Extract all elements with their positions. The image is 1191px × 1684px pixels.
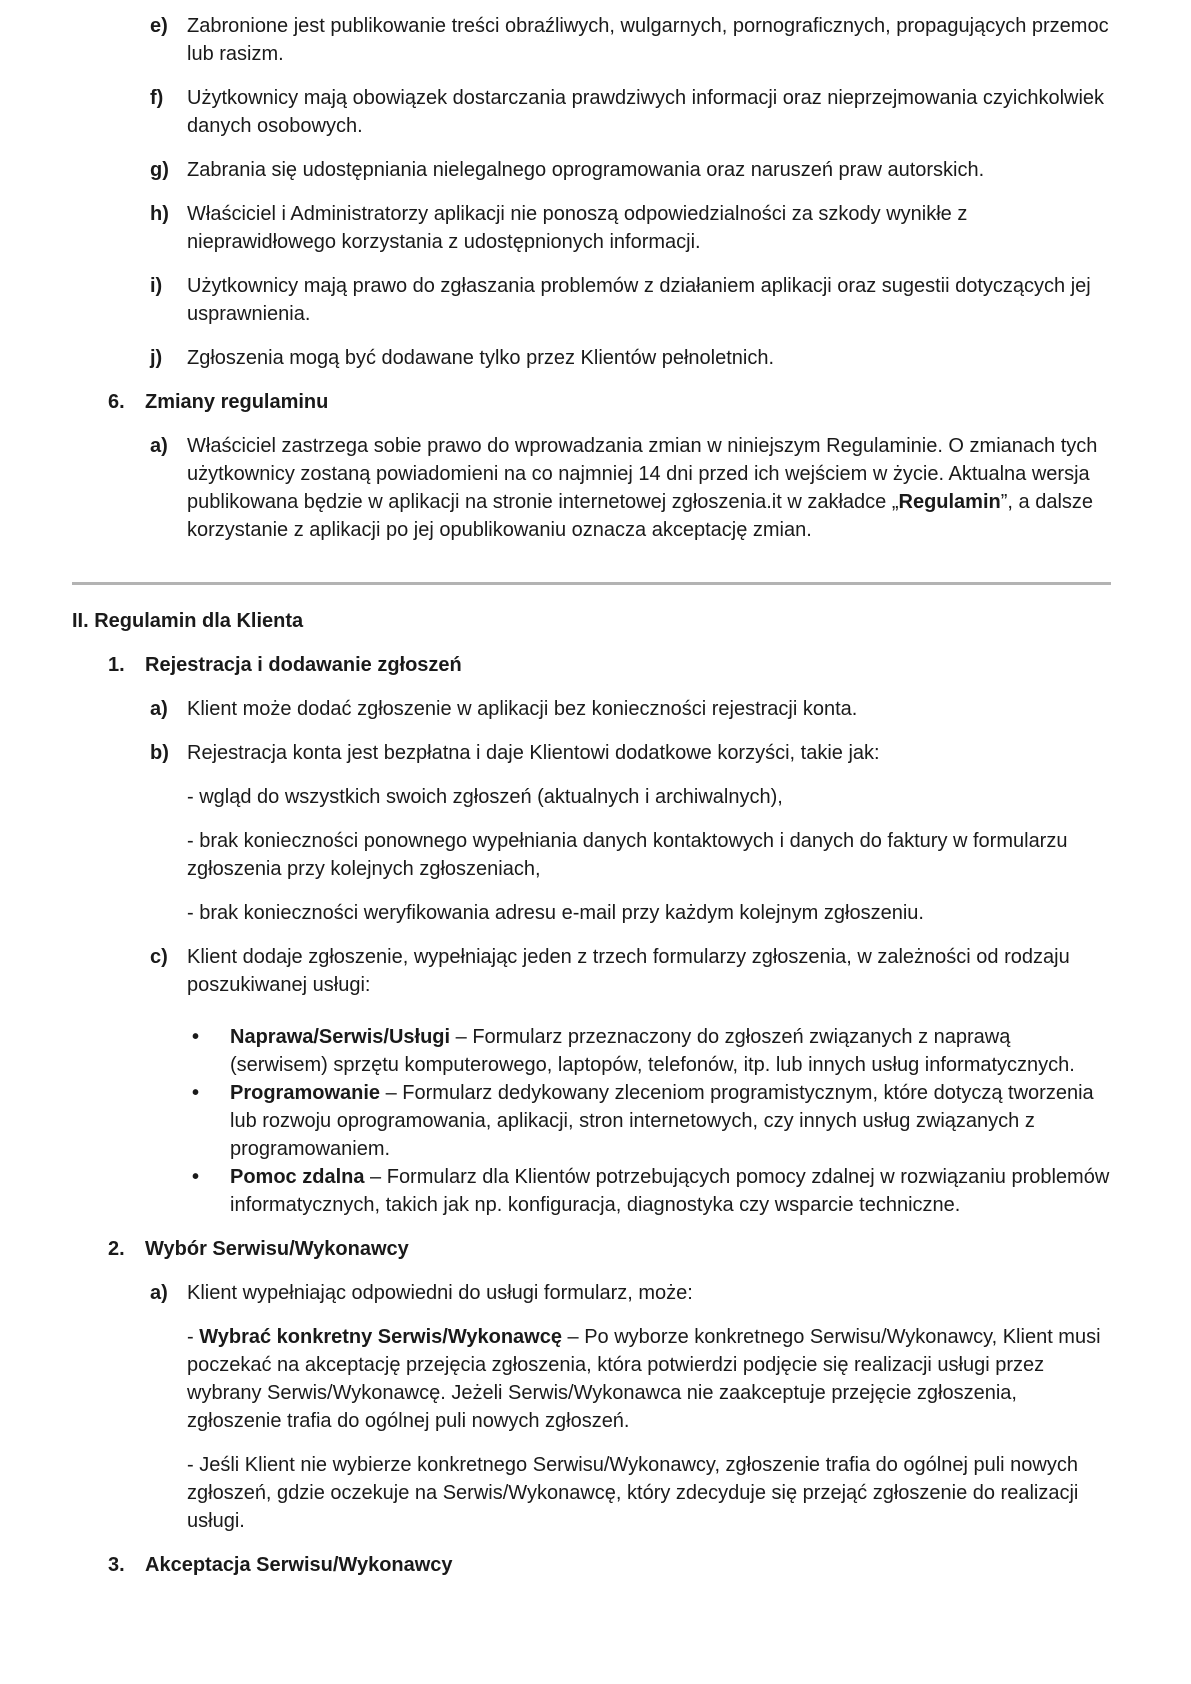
bullet-item	[72, 1163, 1111, 1219]
list-item-g	[72, 156, 1111, 184]
list-marker: f)	[150, 87, 164, 109]
benefit-item: - wgląd do wszystkich swoich zgłoszeń (aktualnych i archiwalnych),	[187, 786, 783, 808]
section-heading-3	[72, 1551, 1111, 1579]
list-text: Klient wypełniając odpowiedni do usługi formularz, może:	[187, 1282, 693, 1304]
benefit-item: - brak konieczności weryfikowania adresu e-mail przy każdym kolejnym zgłoszeniu.	[187, 902, 924, 924]
option-term: Wybrać konkretny Serwis/Wykonawcę	[199, 1326, 562, 1348]
list-text: Klient może dodać zgłoszenie w aplikacji bez konieczności rejestracji konta.	[187, 698, 858, 720]
list-item-h	[72, 200, 1111, 256]
section-heading-1	[72, 651, 1111, 679]
section-title: Akceptacja Serwisu/Wykonawcy	[145, 1554, 453, 1576]
benefit-item: - brak konieczności ponownego wypełniania danych kontaktowych i danych do faktury w formularzu zgłoszenia przy kolejnych zgłoszeniach,	[187, 830, 1068, 880]
list-marker: e)	[150, 15, 168, 37]
list-text: Rejestracja konta jest bezpłatna i daje Klientowi dodatkowe korzyści, takie jak:	[187, 742, 880, 764]
section-number: 2.	[108, 1238, 125, 1260]
bullet-term: Programowanie	[230, 1082, 381, 1104]
form-type-list	[72, 1015, 1111, 1219]
list-marker: c)	[150, 946, 168, 968]
bullet-dot: •	[192, 1082, 200, 1104]
list-text: Klient dodaje zgłoszenie, wypełniając jeden z trzech formularzy zgłoszenia, w zależności od rodzaju poszukiwanej usługi:	[187, 946, 1070, 996]
bullet-text: – Formularz przeznaczony do zgłoszeń związanych z naprawą (serwisem) sprzętu komputerowego, laptopów, telefonów, itp. lub innych usług informatycznych.	[230, 1026, 1075, 1076]
bullet-text: – Formularz dedykowany zleceniom programistycznym, które dotyczą tworzenia lub rozwoju oprogramowania, aplikacji, stron internetowych, czy innych usług związanych z programowaniem.	[230, 1082, 1094, 1160]
option-text: – Po wyborze konkretnego Serwisu/Wykonawcy, Klient musi poczekać na akceptację przejęcia zgłoszenia, która potwierdzi podjęcie się realizacji usługi przez wybrany Serwis/Wykonawcę. Jeżeli Serwis/Wykonawca nie zaakceptuje przejęcie zgłoszenia, zgłoszenie trafia do ogólnej puli nowych zgłoszeń.	[187, 1326, 1101, 1432]
option-prefix: -	[187, 1326, 200, 1348]
list-marker: g)	[150, 159, 169, 181]
option-paragraph	[72, 1323, 1111, 1435]
section-heading-6	[72, 388, 1111, 416]
bullet-term: Naprawa/Serwis/Usługi	[230, 1026, 451, 1048]
section-number: 3.	[108, 1554, 125, 1576]
section-divider	[72, 582, 1111, 585]
list-marker: a)	[150, 1282, 168, 1304]
list-text: Zgłoszenia mogą być dodawane tylko przez Klientów pełnoletnich.	[187, 347, 775, 369]
section-number: 1.	[108, 654, 125, 676]
list-item-1c	[72, 943, 1111, 999]
section-number: 6.	[108, 391, 125, 413]
list-item-e	[72, 12, 1111, 68]
list-text-cont: ”, a dalsze korzystanie z aplikacji po jej opublikowaniu oznacza akceptację zmian.	[187, 491, 1094, 541]
list-marker: j)	[150, 347, 163, 369]
list-marker: h)	[150, 203, 169, 225]
bullet-text: – Formularz dla Klientów potrzebujących pomocy zdalnej w rozwiązaniu problemów informatycznych, takich jak np. konfiguracja, diagnostyka czy wsparcie techniczne.	[230, 1166, 1110, 1216]
list-text: Właściciel i Administratorzy aplikacji nie ponoszą odpowiedzialności za szkody wynikłe z nieprawidłowego korzystania z udostępnionych informacji.	[187, 203, 968, 253]
list-marker: i)	[150, 275, 163, 297]
list-item-j	[72, 344, 1111, 372]
option-paragraph: - Jeśli Klient nie wybierze konkretnego Serwisu/Wykonawcy, zgłoszenie trafia do ogólnej puli nowych zgłoszeń, gdzie oczekuje na Serwis/Wykonawcę, który zdecyduje się przejąć zgłoszenie do realizacji usługi.	[187, 1454, 1079, 1532]
list-item-6a	[72, 432, 1111, 544]
list-item-1b	[72, 739, 1111, 767]
bullet-item	[72, 1023, 1111, 1079]
list-text: Zabronione jest publikowanie treści obraźliwych, wulgarnych, pornograficznych, propagujących przemoc lub rasizm.	[187, 15, 1109, 65]
section-heading-2	[72, 1235, 1111, 1263]
bullet-dot: •	[192, 1026, 200, 1048]
bullet-item	[72, 1079, 1111, 1163]
section-title: Zmiany regulaminu	[145, 391, 329, 413]
list-text: Zabrania się udostępniania nielegalnego oprogramowania oraz naruszeń praw autorskich.	[187, 159, 985, 181]
list-item-1a	[72, 695, 1111, 723]
list-marker: b)	[150, 742, 169, 764]
list-text: Właściciel zastrzega sobie prawo do wprowadzania zmian w niniejszym Regulaminie. O zmianach tych użytkownicy zostaną powiadomieni na co najmniej 14 dni przed ich wejściem w życie. Aktualna wersja publikowana będzie w aplikacji na stronie internetowej zgłoszenia.it w zakładce „	[187, 435, 1098, 513]
list-text: Użytkownicy mają prawo do zgłaszania problemów z działaniem aplikacji oraz sugestii dotyczących jej usprawnienia.	[187, 275, 1091, 325]
bold-term-regulamin: Regulamin	[898, 491, 1001, 513]
list-item-f	[72, 84, 1111, 140]
list-item-i	[72, 272, 1111, 328]
list-item-2a	[72, 1279, 1111, 1307]
section-title: Rejestracja i dodawanie zgłoszeń	[145, 654, 462, 676]
bullet-term: Pomoc zdalna	[230, 1166, 365, 1188]
section-title: Wybór Serwisu/Wykonawcy	[145, 1238, 409, 1260]
list-marker: a)	[150, 435, 168, 457]
list-marker: a)	[150, 698, 168, 720]
bullet-dot: •	[192, 1166, 200, 1188]
list-text: Użytkownicy mają obowiązek dostarczania prawdziwych informacji oraz nieprzejmowania czyichkolwiek danych osobowych.	[187, 87, 1105, 137]
part-heading: II. Regulamin dla Klienta	[72, 610, 304, 632]
